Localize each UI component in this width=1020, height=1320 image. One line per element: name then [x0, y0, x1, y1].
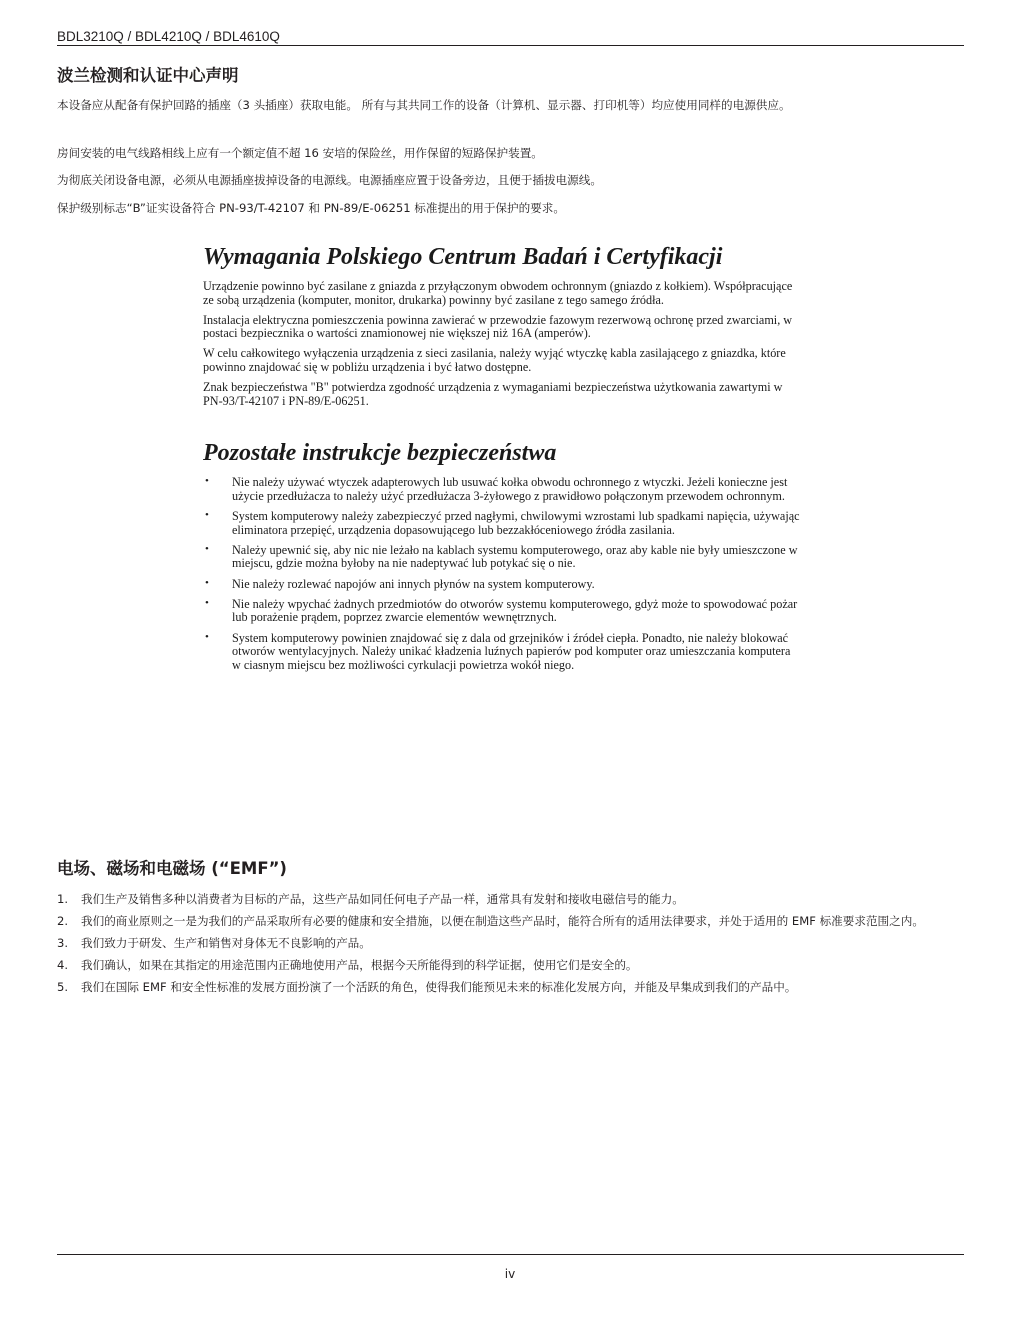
bullet: • [205, 509, 209, 522]
list-item [200, 632, 800, 673]
paragraph: 房间安装的电气线路相线上应有一个额定值不超 16 安培的保险丝，用作保留的短路保护装置。 [57, 146, 543, 160]
scan-paragraph: Znak bezpieczeństwa "B" potwierdza zgodność urządzenia z wymaganiami bezpieczeństwa użytkowania zawartymi w PN-93/T-42107 i PN-89/E-06251. [203, 380, 783, 408]
list-item [200, 578, 800, 592]
scan-safety-title: Pozostałe instrukcje bezpieczeństwa [203, 440, 557, 467]
model-names: BDL3210Q / BDL4210Q / BDL4610Q [57, 29, 280, 44]
list-item-text: Nie należy używać wtyczek adapterowych lub usuwać kołka obwodu ochronnego z wtyczki. Jeżeli konieczne jest użycie przedłużacza to należy użyć przedłużacza 3-żyłowego z prawidłowo połączonym przewodem ochronnym. [232, 475, 788, 503]
list-item [200, 510, 800, 537]
list-number: 3. [57, 936, 69, 950]
section-title-polish-certification: 波兰检测和认证中心声明 [57, 66, 239, 85]
list-item-text: Należy upewnić się, aby nic nie leżało na kablach systemu komputerowego, oraz aby kable nie były umieszczone w miejscu, gdzie można byłoby na nie nadeptywać lub potykać się o nie. [232, 542, 798, 571]
list-item-text: Nie należy rozlewać napojów ani innych płynów na system komputerowy. [232, 576, 595, 591]
list-number: 2. [57, 914, 69, 928]
scan-paragraph: Instalacja elektryczna pomieszczenia powinna zawierać w przewodzie fazowym rezerwową ochronę przed zwarciami, w postaci bezpiecznika o wartości znamionowej nie większej niż 16A (amperów). [203, 312, 793, 341]
list-item-text: System komputerowy powinien znajdować się z dala od grzejników i źródeł ciepła. Ponadto, nie należy blokować otworów wentylacyjnych. Należy unikać kładzenia luźnych papierów pod komputer oraz umieszczania komputera w ciasnym miejscu bez możliwości cyrkulacji powietrza wokół niego. [232, 630, 791, 672]
list-item-text: Nie należy wpychać żadnych przedmiotów do otworów systemu komputerowego, gdyż może to spowodować pożar lub porażenie prądem, poprzez zwarcie elementów wewnętrznych. [232, 596, 798, 625]
scan-safety-list [200, 476, 810, 672]
page-number: iv [504, 1267, 516, 1281]
list-item [200, 598, 800, 625]
list-item [57, 935, 962, 952]
list-number: 1. [57, 892, 69, 906]
bullet: • [205, 630, 209, 643]
bullet: • [205, 576, 209, 589]
list-item [57, 957, 962, 974]
bullet: • [205, 475, 209, 488]
list-item-text: System komputerowy należy zabezpieczyć przed nagłymi, chwilowymi wzrostami lub spadkami napięcia, używając eliminatora przepięć, urządzenia dopasowującego lub bezzakłóceniowego źródła zasilania. [232, 509, 800, 537]
list-item-text: 我们在国际 EMF 和安全性标准的发展方面扮演了一个活跃的角色，使得我们能预见未来的标准化发展方向，并能及早集成到我们的产品中。 [81, 980, 797, 994]
list-item [57, 891, 962, 908]
list-number: 5. [57, 980, 69, 994]
section-title-emf: 电场、磁场和电磁场 (“EMF”) [57, 859, 287, 878]
footer-divider [57, 1254, 964, 1255]
scan-paragraph: W celu całkowitego wyłączenia urządzenia z sieci zasilania, należy wyjąć wtyczkę kabla zasilającego z gniazdka, które powinno znajdować się w pobliżu urządzenia i być łatwo dostępne. [203, 346, 786, 374]
list-item-text: 我们生产及销售多种以消费者为目标的产品，这些产品如同任何电子产品一样，通常具有发射和接收电磁信号的能力。 [81, 892, 684, 906]
paragraph: 为彻底关闭设备电源，必须从电源插座拔掉设备的电源线。电源插座应置于设备旁边，且便于插拔电源线。 [57, 173, 602, 187]
paragraph: 本设备应从配备有保护回路的插座（3 头插座）获取电能。 所有与其共同工作的设备（计算机、显示器、打印机等）均应使用同样的电源供应。 [57, 98, 791, 112]
page-header [57, 28, 964, 46]
list-item [200, 544, 800, 571]
scanned-polish-notice [200, 238, 810, 778]
scan-title: Wymagania Polskiego Centrum Badań i Certyfikacji [203, 244, 723, 270]
list-number: 4. [57, 958, 69, 972]
list-item-text: 我们的商业原则之一是为我们的产品采取所有必要的健康和安全措施，以便在制造这些产品时，能符合所有的适用法律要求，并处于适用的 EMF 标准要求范围之内。 [81, 914, 924, 928]
bullet: • [205, 596, 209, 609]
bullet: • [205, 542, 209, 555]
list-item [200, 476, 800, 503]
emf-numbered-list [57, 891, 962, 1001]
list-item-text: 我们致力于研发、生产和销售对身体无不良影响的产品。 [81, 936, 371, 950]
list-item-text: 我们确认，如果在其指定的用途范围内正确地使用产品，根据今天所能得到的科学证据，使用它们是安全的。 [81, 958, 638, 972]
list-item [57, 979, 962, 996]
paragraph: 保护级别标志“B”证实设备符合 PN-93/T-42107 和 PN-89/E-06251 标准提出的用于保护的要求。 [57, 201, 565, 215]
scan-paragraph: Urządzenie powinno być zasilane z gniazda z przyłączonym obwodem ochronnym (gniazdo z kołkiem). Współpracujące ze sobą urządzenia (komputer, monitor, drukarka) powinny być zasilane z tego samego źródła. [203, 279, 793, 307]
list-item [57, 913, 962, 930]
